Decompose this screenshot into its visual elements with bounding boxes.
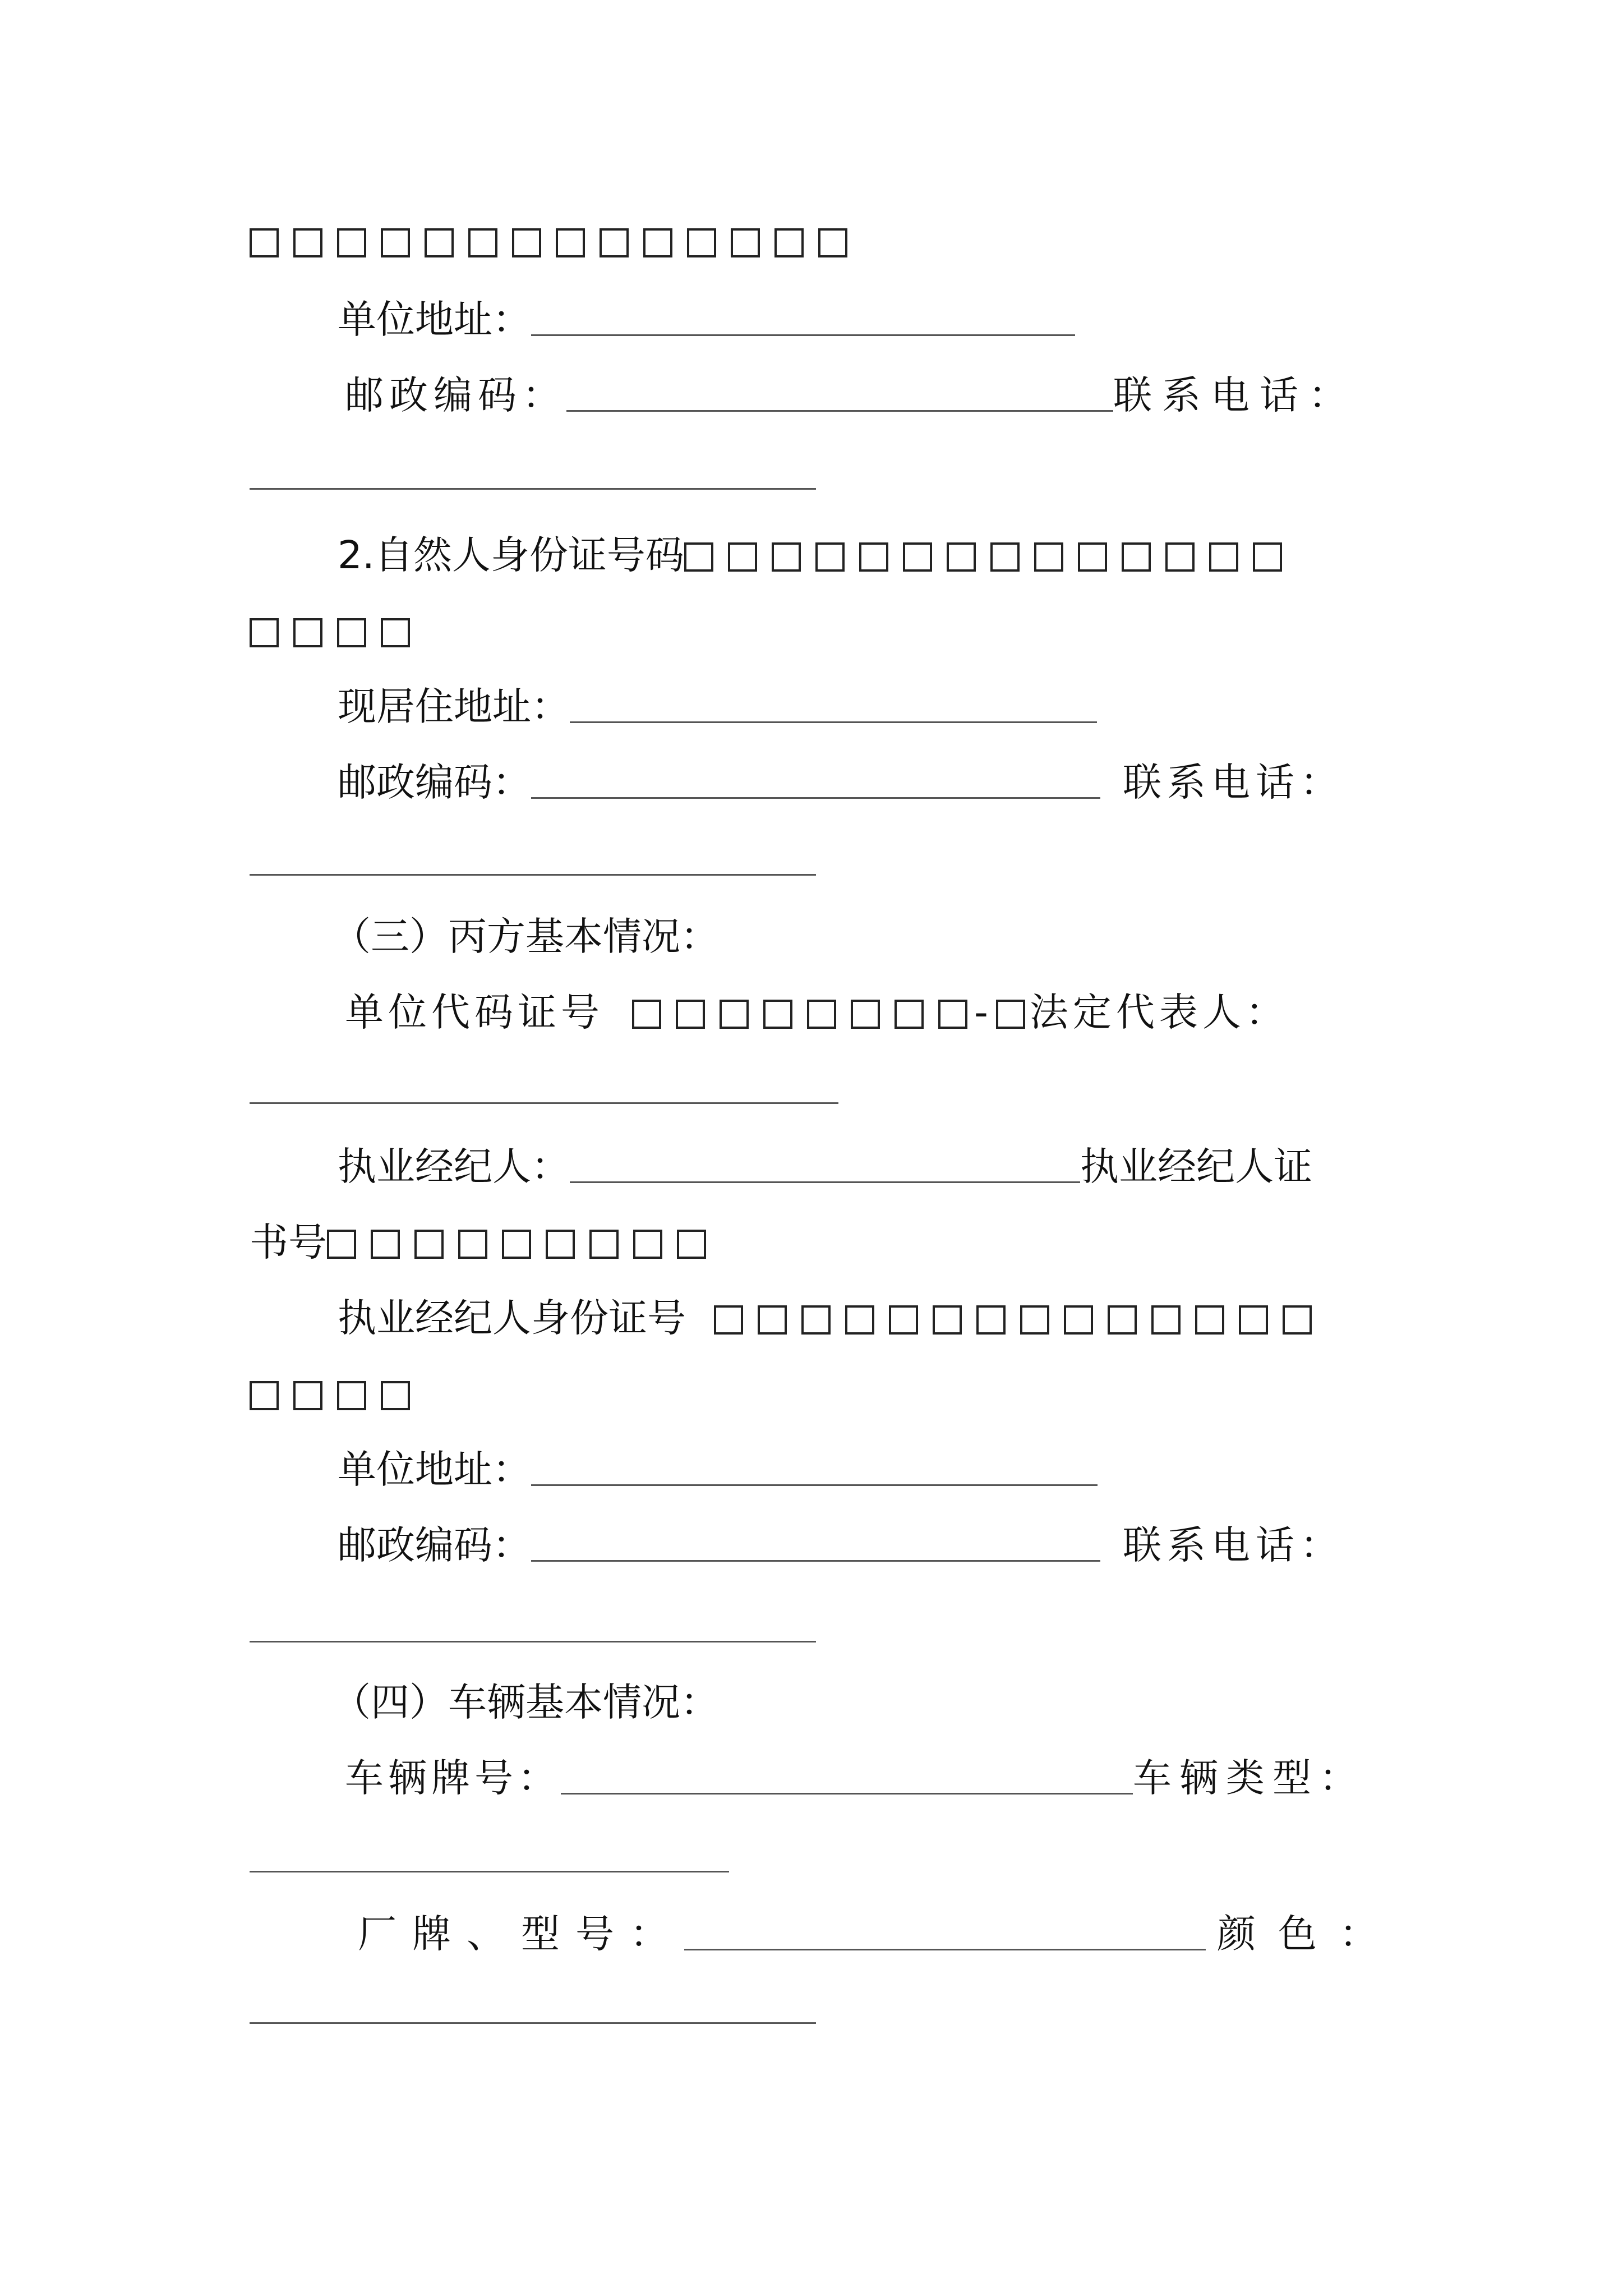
input-box[interactable] — [1239, 1305, 1268, 1335]
input-box[interactable] — [1283, 1305, 1312, 1335]
input-box[interactable] — [381, 618, 410, 647]
broker-id-label: 执业经纪人身份证号 — [338, 1296, 686, 1341]
unit-code-label: 单位代码证号 — [345, 990, 604, 1035]
input-box[interactable] — [801, 1305, 831, 1335]
input-box[interactable] — [250, 1381, 279, 1410]
brand-model-row — [358, 1906, 1400, 1962]
input-box[interactable] — [676, 1000, 705, 1029]
input-box[interactable] — [933, 1305, 962, 1335]
input-box[interactable] — [1122, 542, 1151, 572]
input-box[interactable] — [976, 1305, 1006, 1335]
id-box-group — [250, 219, 862, 264]
residence-address-label: 现居住地址： — [338, 684, 570, 729]
input-box[interactable] — [643, 228, 672, 257]
broker-cert-box-group — [327, 1220, 721, 1265]
postal-phone-row-1 — [345, 367, 1357, 424]
broker-cert-label: 执业经纪人证 — [1080, 1144, 1312, 1189]
phone-label: 联系电话： — [1113, 373, 1357, 418]
phone-field-2[interactable] — [250, 874, 816, 876]
unit-address-row-2 — [338, 1442, 1098, 1498]
unit-address-label: 单位地址： — [338, 297, 531, 342]
input-box[interactable] — [1020, 1305, 1049, 1335]
input-box[interactable] — [774, 228, 804, 257]
broker-label: 执业经纪人： — [338, 1144, 570, 1189]
box-row-2 — [250, 603, 425, 659]
unit-code-row — [345, 984, 1289, 1041]
input-box[interactable] — [600, 228, 629, 257]
input-box[interactable] — [327, 1230, 356, 1259]
input-box[interactable] — [1064, 1305, 1093, 1335]
input-box[interactable] — [337, 228, 366, 257]
id-box-group — [714, 1296, 1326, 1341]
color-label: 颜色： — [1217, 1912, 1400, 1957]
input-box[interactable] — [758, 1305, 787, 1335]
input-box[interactable] — [414, 1230, 444, 1259]
input-box[interactable] — [293, 1381, 322, 1410]
input-box[interactable] — [990, 542, 1020, 572]
unit-address-field[interactable] — [531, 1450, 1098, 1486]
input-box[interactable] — [903, 542, 932, 572]
box-row-1 — [250, 213, 862, 269]
input-box[interactable] — [1078, 542, 1107, 572]
input-box[interactable] — [293, 228, 322, 257]
input-box[interactable] — [859, 542, 888, 572]
unit-code-box-group — [632, 990, 982, 1035]
input-box[interactable] — [818, 228, 847, 257]
natural-person-id-row — [338, 527, 1297, 583]
unit-code-dash: - — [974, 990, 993, 1035]
input-box[interactable] — [381, 228, 410, 257]
color-field[interactable] — [250, 2022, 816, 2024]
phone-field-1[interactable] — [250, 488, 816, 490]
input-box[interactable] — [1253, 542, 1282, 572]
postal-code-label: 邮政编码： — [345, 373, 566, 418]
postal-code-field[interactable] — [531, 1525, 1100, 1562]
brand-model-label: 厂牌、型号： — [358, 1912, 684, 1957]
input-box[interactable] — [458, 1230, 487, 1259]
input-box[interactable] — [1195, 1305, 1224, 1335]
postal-code-field[interactable] — [566, 375, 1113, 412]
postal-phone-row-2 — [338, 754, 1344, 811]
postal-code-label: 邮政编码： — [338, 760, 531, 805]
input-box[interactable] — [633, 1230, 662, 1259]
postal-code-label: 邮政编码： — [338, 1523, 531, 1568]
input-box[interactable] — [996, 1000, 1025, 1029]
legal-rep-field[interactable] — [250, 1102, 838, 1104]
broker-id-row — [338, 1290, 1326, 1346]
section-4-heading — [332, 1674, 719, 1731]
phone-label: 联系电话： — [1123, 760, 1344, 805]
input-box[interactable] — [772, 542, 801, 572]
input-box[interactable] — [947, 542, 976, 572]
residence-address-row — [338, 679, 1097, 735]
input-box[interactable] — [684, 542, 713, 572]
input-box[interactable] — [337, 1381, 366, 1410]
input-box[interactable] — [889, 1305, 918, 1335]
input-box[interactable] — [687, 228, 716, 257]
input-box[interactable] — [632, 1000, 661, 1029]
postal-phone-row-3 — [338, 1517, 1344, 1573]
input-box[interactable] — [1165, 542, 1195, 572]
broker-field[interactable] — [570, 1147, 1080, 1183]
section-4-title: （四）车辆基本情况： — [332, 1680, 719, 1725]
input-box[interactable] — [250, 228, 279, 257]
input-box[interactable] — [677, 1230, 706, 1259]
input-box[interactable] — [425, 228, 454, 257]
broker-cert-no-row — [250, 1214, 721, 1271]
input-box[interactable] — [337, 618, 366, 647]
plate-field[interactable] — [561, 1758, 1133, 1795]
input-box[interactable] — [293, 618, 322, 647]
plate-label: 车辆牌号： — [345, 1756, 561, 1801]
input-box[interactable] — [731, 228, 760, 257]
id-box-group — [684, 533, 1297, 578]
legal-rep-label: 法定代表人： — [1029, 990, 1289, 1035]
id-box-group — [250, 609, 425, 654]
vehicle-type-field[interactable] — [250, 1871, 729, 1872]
input-box[interactable] — [720, 1000, 749, 1029]
input-box[interactable] — [1209, 542, 1238, 572]
broker-row — [338, 1139, 1312, 1195]
input-box[interactable] — [1151, 1305, 1181, 1335]
input-box[interactable] — [381, 1381, 410, 1410]
input-box[interactable] — [468, 228, 497, 257]
residence-address-field[interactable] — [570, 687, 1097, 723]
input-box[interactable] — [502, 1230, 531, 1259]
input-box[interactable] — [845, 1305, 874, 1335]
phone-label: 联系电话： — [1123, 1523, 1344, 1568]
input-box[interactable] — [512, 228, 541, 257]
phone-field-3[interactable] — [250, 1641, 816, 1642]
natural-person-id-label: 2.自然人身份证号码 — [338, 533, 684, 578]
input-box[interactable] — [1108, 1305, 1137, 1335]
input-box[interactable] — [1034, 542, 1063, 572]
unit-address-field[interactable] — [531, 300, 1075, 336]
unit-address-row — [338, 292, 1075, 348]
input-box[interactable] — [895, 1000, 924, 1029]
input-box[interactable] — [714, 1305, 743, 1335]
brand-model-field[interactable] — [684, 1914, 1206, 1950]
vehicle-type-label: 车辆类型： — [1133, 1756, 1366, 1801]
box-row-3 — [250, 1366, 425, 1422]
input-box[interactable] — [851, 1000, 880, 1029]
input-box[interactable] — [371, 1230, 400, 1259]
section-3-heading — [332, 909, 719, 965]
input-box[interactable] — [546, 1230, 575, 1259]
broker-cert-no-label: 书号 — [250, 1220, 327, 1265]
section-3-title: （三）丙方基本情况： — [332, 914, 719, 959]
input-box[interactable] — [815, 542, 845, 572]
postal-code-field[interactable] — [531, 762, 1100, 799]
input-box[interactable] — [250, 618, 279, 647]
vehicle-plate-row — [345, 1750, 1366, 1806]
input-box[interactable] — [589, 1230, 619, 1259]
input-box[interactable] — [556, 228, 585, 257]
input-box[interactable] — [763, 1000, 792, 1029]
input-box[interactable] — [728, 542, 757, 572]
unit-address-label: 单位地址： — [338, 1447, 531, 1492]
input-box[interactable] — [807, 1000, 836, 1029]
input-box[interactable] — [938, 1000, 967, 1029]
id-box-group — [250, 1372, 425, 1416]
